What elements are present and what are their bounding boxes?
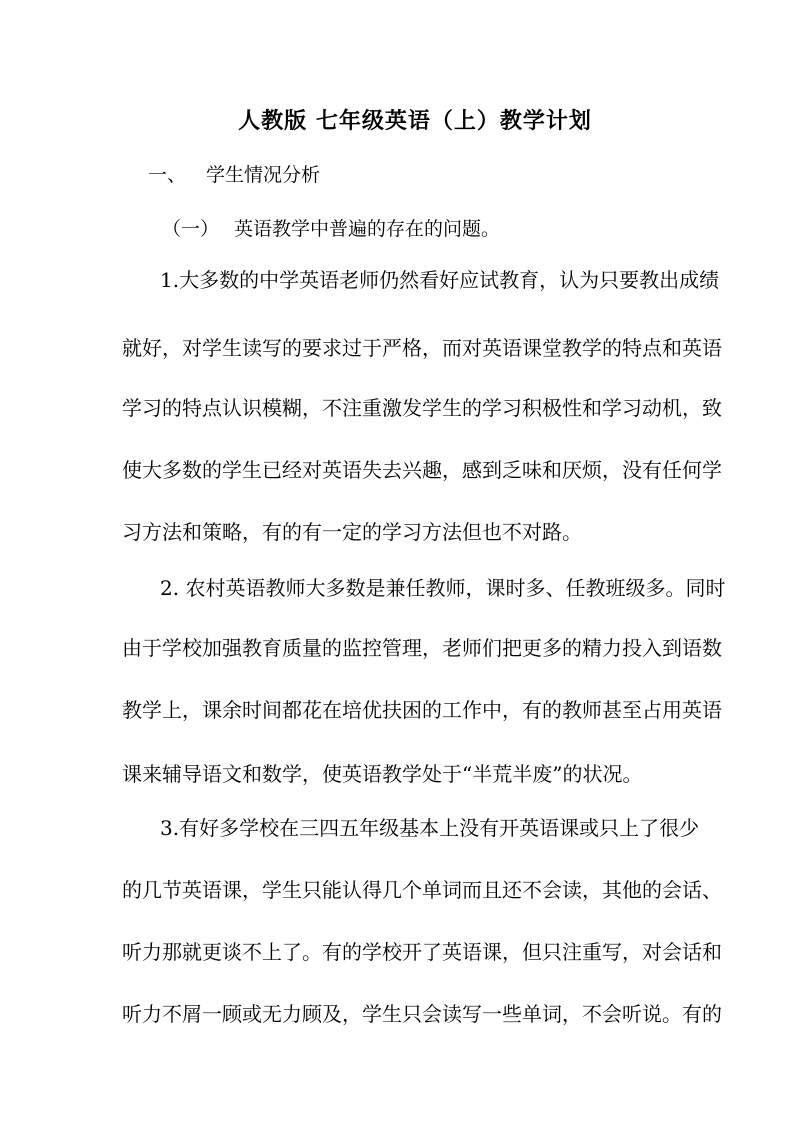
section-number: 一、 <box>148 164 187 186</box>
paragraph-line: 2. 农村英语教师大多数是兼任教师，课时多、任教班级多。同时 <box>160 576 726 600</box>
paragraph-line: 的几节英语课，学生只能认得几个单词而且还不会读，其他的会话、 <box>122 878 722 902</box>
paragraph-line: 听力那就更谈不上了。有的学校开了英语课，但只注重写，对会话和 <box>122 940 722 964</box>
paragraph-line: 听力不屑一顾或无力顾及，学生只会读写一些单词，不会听说。有的 <box>122 1002 722 1026</box>
paragraph-line: 3.有好多学校在三四五年级基本上没有开英语课或只上了很少 <box>160 816 700 840</box>
paragraph-line: 课来辅导语文和数学，使英语教学处于“半荒半废”的状况。 <box>122 762 643 786</box>
paragraph-line: 学习的特点认识模糊，不注重激发学生的学习积极性和学习动机，致 <box>122 396 722 420</box>
paragraph-line: 由于学校加强教育质量的监控管理，老师们把更多的精力投入到语数 <box>122 636 722 660</box>
paragraph-line: 就好，对学生读写的要求过于严格，而对英语课堂教学的特点和英语 <box>122 336 722 360</box>
section-title: 学生情况分析 <box>206 164 321 186</box>
paragraph-line: 教学上，课余时间都花在培优扶困的工作中，有的教师甚至占用英语 <box>122 698 722 722</box>
paragraph-line: 1.大多数的中学英语老师仍然看好应试教育，认为只要教出成绩 <box>160 268 720 292</box>
paragraph-line: 习方法和策略，有的有一定的学习方法但也不对路。 <box>122 520 582 544</box>
document-title: 人教版 七年级英语（上）教学计划 <box>238 108 592 134</box>
section-heading <box>148 160 320 187</box>
paragraph-line: 使大多数的学生已经对英语失去兴趣，感到乏味和厌烦，没有任何学 <box>122 458 722 482</box>
subsection-number: （一） <box>162 218 220 240</box>
subsection-title: 英语教学中普遍的存在的问题。 <box>234 218 501 240</box>
subsection-heading <box>162 214 500 241</box>
